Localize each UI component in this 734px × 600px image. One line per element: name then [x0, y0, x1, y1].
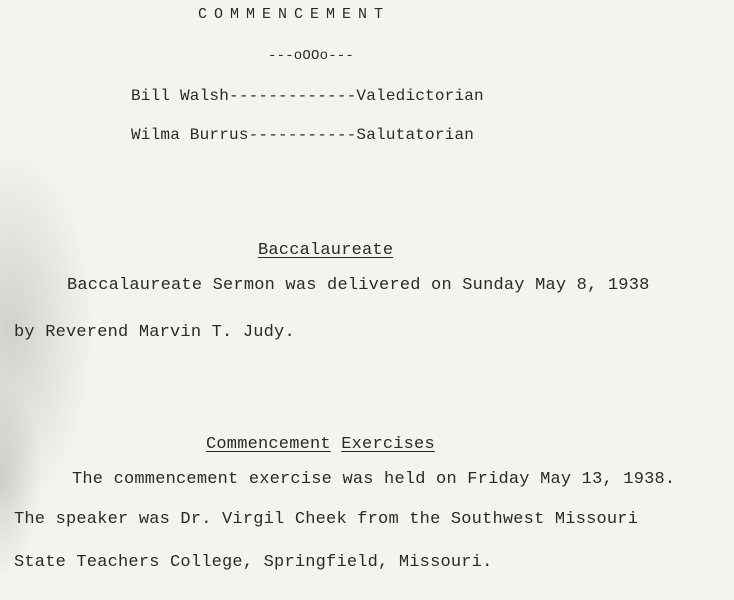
commencement-text-line: The speaker was Dr. Virgil Cheek from the Southwest Missouri	[14, 510, 639, 529]
title-separator: ---oOOo---	[268, 48, 355, 64]
baccalaureate-text-line: by Reverend Marvin T. Judy.	[14, 323, 295, 342]
salutatorian-line: Wilma Burrus-----------Salutatorian	[131, 126, 475, 144]
valedictorian-line: Bill Walsh-------------Valedictorian	[131, 87, 484, 105]
heading-word: Commencement	[206, 435, 331, 454]
commencement-text-line: State Teachers College, Springfield, Missouri.	[14, 553, 493, 572]
baccalaureate-text-line: Baccalaureate Sermon was delivered on Sunday May 8, 1938	[67, 276, 650, 295]
commencement-text-line: The commencement exercise was held on Friday May 13, 1938.	[72, 470, 676, 489]
document-title: COMMENCEMENT	[198, 6, 391, 23]
commencement-exercises-heading	[206, 435, 435, 454]
heading-word: Exercises	[341, 435, 435, 454]
baccalaureate-heading: Baccalaureate	[258, 241, 394, 260]
